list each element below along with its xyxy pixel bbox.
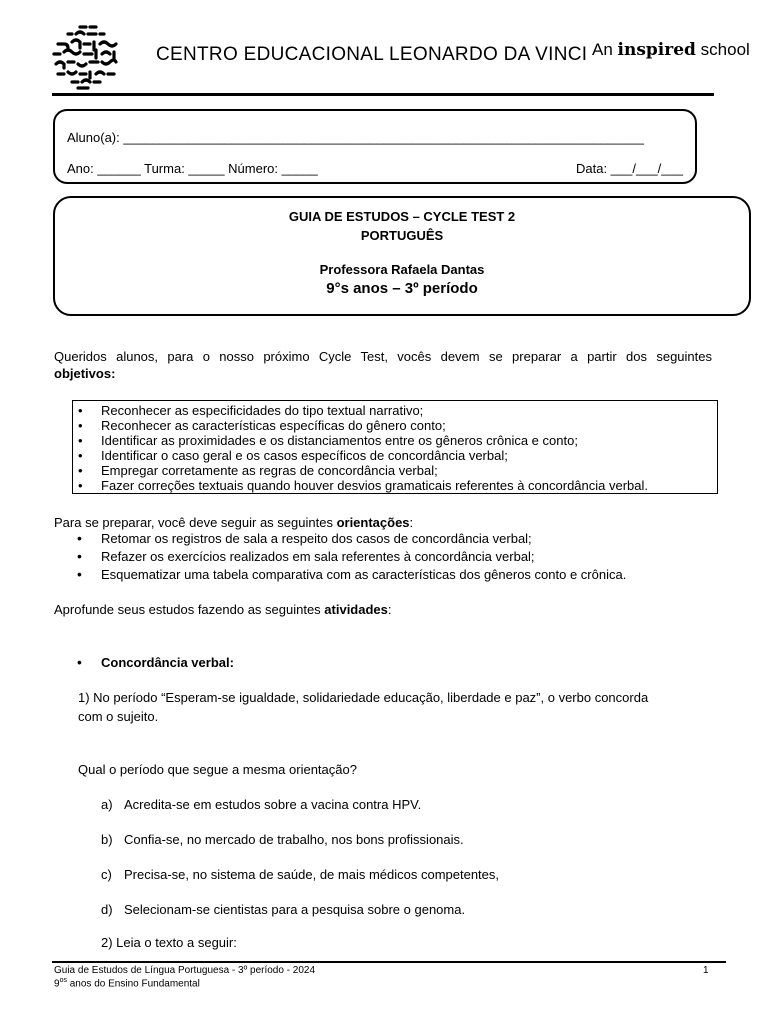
footer-line1: Guia de Estudos de Língua Portuguesa - 3º período - 2024 (54, 965, 316, 976)
question-2: 2) Leia o texto a seguir: (101, 935, 237, 950)
option-letter: d) (101, 902, 113, 917)
teacher-name: Professora Rafaela Dantas (319, 262, 485, 277)
tagline-bold: inspired (617, 40, 696, 60)
header-divider (52, 93, 714, 96)
tagline-suffix: school (700, 40, 750, 59)
footer-divider (52, 961, 726, 963)
activities-lead: Aprofunde seus estudos fazendo as seguintes atividades: (54, 602, 392, 617)
school-tagline (592, 40, 750, 60)
intro-bold-word: objetivos (54, 366, 112, 381)
footer-line2: $9^{os}$ anos do Ensino Fundamental (54, 977, 200, 990)
question-1-line2: com o sujeito. (78, 709, 159, 724)
school-name: CENTRO EDUCACIONAL LEONARDO DA VINCI (156, 44, 588, 65)
subject-title: PORTUGUÊS (360, 228, 444, 243)
option-letter: b) (101, 832, 113, 847)
student-name-field: Aluno(a): ________________________________________________________________________ (67, 130, 644, 145)
school-logo-icon (48, 22, 126, 90)
page-number: 1 (703, 965, 709, 976)
option-letter: c) (101, 867, 112, 882)
intro-line2: objetivos: (54, 366, 116, 381)
tagline-prefix: An (592, 40, 613, 59)
option-text: Precisa-se, no sistema de saúde, de mais médicos competentes, (124, 867, 500, 882)
option-text: Selecionam-se cientistas para a pesquisa sobre o genoma. (124, 902, 466, 917)
option-text: Confia-se, no mercado de trabalho, nos bons profissionais. (124, 832, 464, 847)
date-field: Data: ___/___/___ (576, 161, 683, 176)
option-text: Acredita-se em estudos sobre a vacina contra HPV. (124, 797, 422, 812)
class-info-field: Ano: ______ Turma: _____ Número: _____ (67, 161, 318, 176)
question-1-line1: 1) No período “Esperam-se igualdade, solidariedade educação, liberdade e paz”, o verbo concorda (78, 690, 649, 705)
orientations-lead: Para se preparar, você deve seguir as seguintes orientações: (54, 515, 414, 530)
objectives-box: • Reconhecer as especificidades do tipo textual narrativo; • Reconhecer as características específicas do gênero conto; • Identificar as proximidades e os distanciamentos entre os gêneros crônica e conto; • Identificar o caso geral e os casos específicos de concordância verbal; • Empregar corretamente as regras de concordância verbal; • Fazer correções textuais quando houver desvios gramaticais referentes à concordância verbal. (72, 400, 718, 494)
question-1-prompt: Qual o período que segue a mesma orientação? (78, 762, 357, 777)
option-letter: a) (101, 797, 113, 812)
grade-period: 9°s anos – 3º período (326, 280, 478, 297)
intro-line1: Queridos alunos, para o nosso próximo Cycle Test, vocês devem se preparar a partir dos seguintes (54, 349, 712, 364)
document-title: GUIA DE ESTUDOS – CYCLE TEST 2 (288, 209, 516, 224)
